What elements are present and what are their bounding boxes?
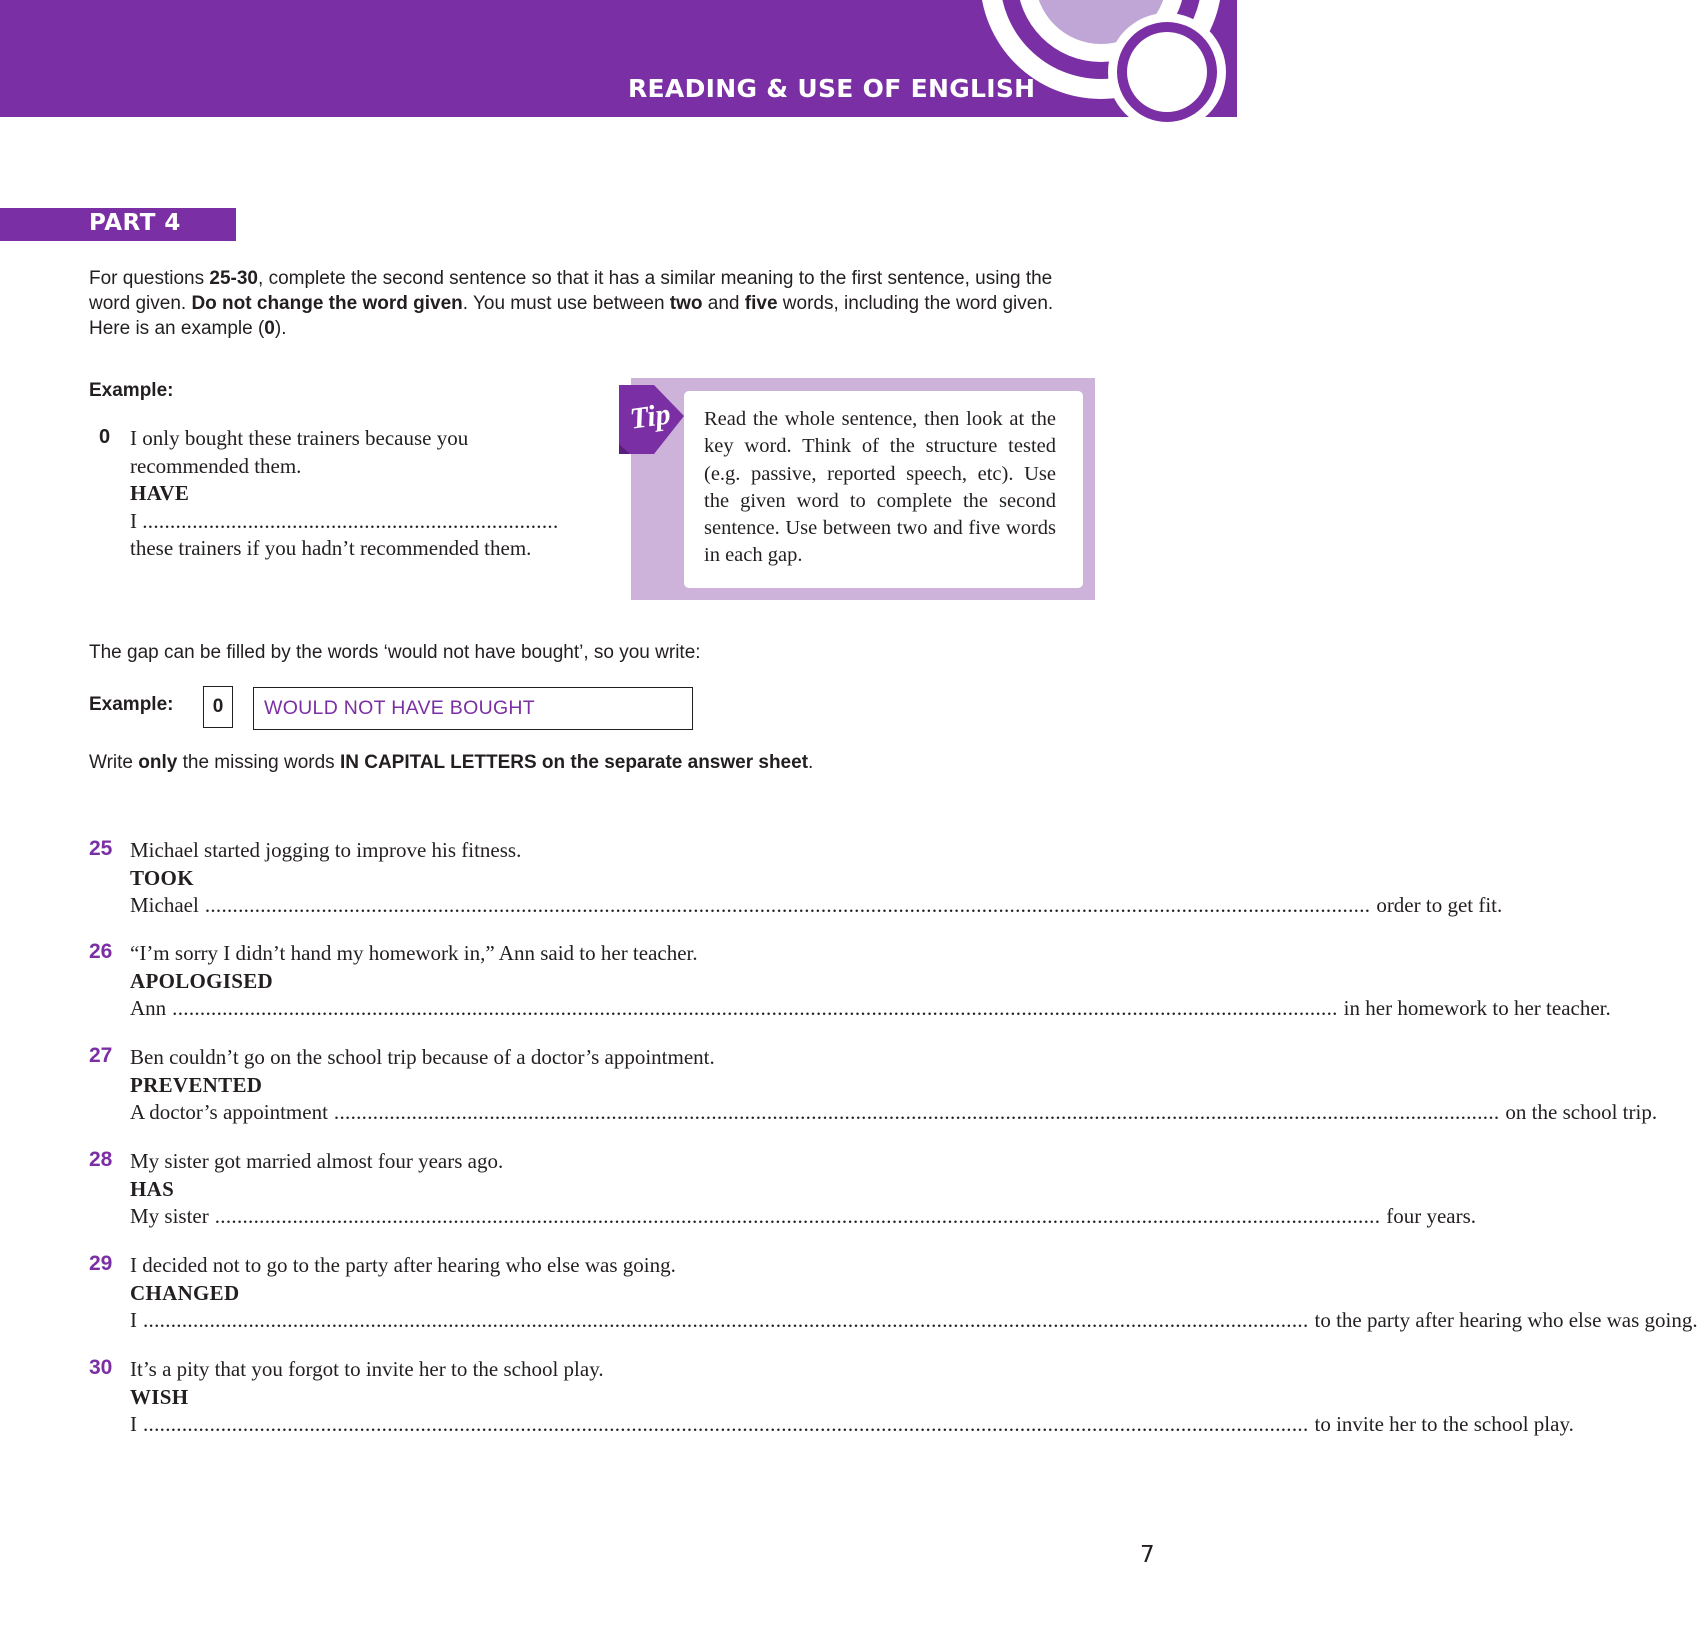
answer-end: order to get fit.: [1376, 893, 1503, 917]
section-title: READING & USE OF ENGLISH: [628, 74, 1036, 103]
question-sentence: “I’m sorry I didn’t hand my homework in,” Ann said to her teacher.: [130, 941, 698, 965]
example-answer-box: WOULD NOT HAVE BOUGHT: [253, 687, 693, 730]
question-number: 29: [89, 1252, 113, 1275]
answer-gap[interactable]: ..................................................................................................................................................................................................................: [172, 996, 1338, 1020]
tip-text: Read the whole sentence, then look at the key word. Think of the structure tested (e.g. passive, reported speech, etc). Use the given word to complete the second sentence. Use between two and five words in each gap.: [704, 408, 1056, 567]
answer-line: [130, 1099, 1658, 1127]
question-key-word: PREVENTED: [130, 1072, 263, 1097]
answer-gap[interactable]: ..................................................................................................................................................................................................................: [214, 1204, 1381, 1228]
question-key-word: TOOK: [130, 865, 194, 890]
answer-line: [130, 1203, 1477, 1231]
answer-start: My sister: [130, 1204, 209, 1228]
example-sentence-line-2: recommended them.: [130, 453, 302, 478]
answer-line: [130, 892, 1503, 920]
example-answer-end: these trainers if you hadn’t recommended them.: [130, 536, 532, 560]
question-key-word: WISH: [130, 1384, 189, 1409]
question-number: 27: [89, 1044, 113, 1067]
answer-start: I: [130, 1412, 137, 1436]
write-instruction: Write only the missing words IN CAPITAL LETTERS on the separate answer sheet.: [89, 752, 814, 773]
tip-badge-label: Tip: [627, 397, 673, 436]
example-answer-number-box: 0: [203, 686, 233, 728]
question-26: [0, 940, 1611, 1025]
question-29: [0, 1252, 1698, 1337]
question-number: 30: [89, 1356, 113, 1379]
answer-start: A doctor’s appointment: [130, 1100, 328, 1124]
question-27: [0, 1044, 1658, 1129]
answer-end: in her homework to her teacher.: [1343, 996, 1611, 1020]
page-number: 7: [1140, 1542, 1155, 1568]
question-key-word: APOLOGISED: [130, 968, 274, 993]
question-sentence: I decided not to go to the party after hearing who else was going.: [130, 1253, 676, 1277]
example-sentence-line-1: I only bought these trainers because you: [130, 426, 469, 450]
question-key-word: CHANGED: [130, 1280, 240, 1305]
question-key-word: HAS: [130, 1176, 175, 1201]
example-number: 0: [99, 426, 111, 448]
question-number: 25: [89, 837, 113, 860]
question-number: 28: [89, 1148, 113, 1171]
answer-end: on the school trip.: [1505, 1100, 1658, 1124]
answer-gap[interactable]: ..................................................................................................................................................................................................................: [143, 1308, 1309, 1332]
answer-line: [130, 1411, 1574, 1439]
tip-badge-icon: [616, 382, 696, 462]
answer-line: [130, 995, 1611, 1023]
decorative-circles-icon: [960, 0, 1237, 130]
example-heading: Example:: [89, 380, 174, 401]
gap-explanation: The gap can be filled by the words ‘would not have bought’, so you write:: [89, 642, 701, 663]
example-answer-dots: ...........................................................................: [142, 508, 559, 533]
answer-end: to invite her to the school play.: [1314, 1412, 1574, 1436]
question-25: [0, 837, 1503, 922]
question-sentence: My sister got married almost four years ago.: [130, 1149, 504, 1173]
answer-line: [130, 1307, 1698, 1335]
example-answer-label: Example:: [89, 694, 174, 715]
question-sentence: Michael started jogging to improve his fitness.: [130, 838, 522, 862]
question-sentence: It’s a pity that you forgot to invite her to the school play.: [130, 1357, 604, 1381]
example-key-word: HAVE: [130, 481, 190, 505]
example-question: [130, 425, 590, 563]
question-sentence: Ben couldn’t go on the school trip because of a doctor’s appointment.: [130, 1045, 715, 1069]
question-28: [0, 1148, 1477, 1233]
answer-gap[interactable]: ..................................................................................................................................................................................................................: [333, 1100, 1500, 1124]
part-label: [0, 208, 236, 241]
question-30: [0, 1356, 1574, 1441]
answer-end: four years.: [1386, 1204, 1477, 1228]
answer-gap[interactable]: ..................................................................................................................................................................................................................: [143, 1412, 1309, 1436]
part-label-text: PART 4: [89, 210, 181, 236]
answer-start: I: [130, 1308, 137, 1332]
instructions: For questions 25-30, complete the second sentence so that it has a similar meaning to the first sentence, using the word given. Do not change the word given. You must use between two and five words, including the word given. Here is an example (0).: [89, 268, 1054, 339]
answer-end: to the party after hearing who else was going.: [1314, 1308, 1698, 1332]
answer-gap[interactable]: ..................................................................................................................................................................................................................: [204, 893, 1371, 917]
question-number: 26: [89, 940, 113, 963]
answer-start: Michael: [130, 893, 199, 917]
example-answer-line: I ...........................................................................: [130, 508, 559, 533]
answer-start: Ann: [130, 996, 167, 1020]
